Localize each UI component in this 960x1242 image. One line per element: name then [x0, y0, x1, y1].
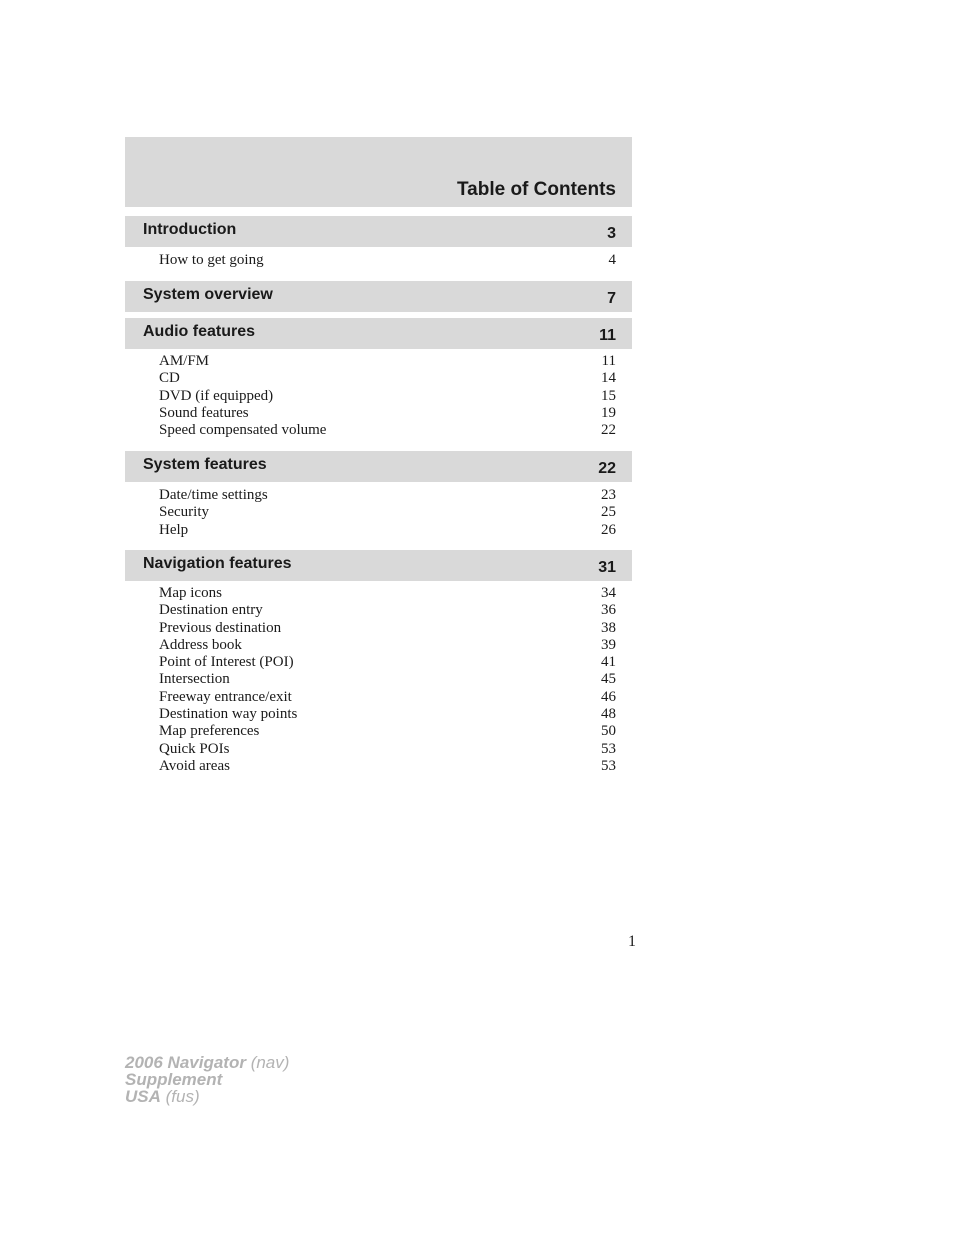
entry-page: 14	[601, 370, 616, 387]
entry-page: 19	[601, 404, 616, 421]
section-header-introduction[interactable]	[125, 216, 632, 247]
entry-page: 22	[601, 422, 616, 439]
section-title: Navigation features	[143, 555, 292, 572]
entries-navigation-features	[159, 585, 616, 775]
entry-page: 38	[601, 619, 616, 636]
footer-model: 2006 Navigator	[125, 1053, 246, 1072]
entry-label: Map icons	[159, 585, 222, 601]
toc-entry[interactable]	[159, 504, 616, 521]
toc-entry[interactable]	[159, 741, 616, 758]
entry-page: 46	[601, 688, 616, 705]
entry-label: Intersection	[159, 671, 230, 688]
document-footer	[125, 1054, 289, 1105]
footer-market-code: (fus)	[165, 1087, 200, 1106]
entry-page: 26	[601, 521, 616, 538]
entry-page: 41	[601, 654, 616, 671]
toc-entry[interactable]	[159, 654, 616, 671]
entry-page: 34	[601, 585, 616, 601]
entry-label: CD	[159, 370, 180, 387]
entry-label: How to get going	[159, 252, 264, 268]
entry-page: 39	[601, 636, 616, 653]
section-title: System features	[143, 456, 267, 473]
section-title: Audio features	[143, 323, 256, 340]
toc-entry[interactable]	[159, 422, 616, 439]
toc-entry[interactable]	[159, 388, 616, 405]
entry-page: 45	[601, 671, 616, 688]
toc-entry[interactable]	[159, 689, 616, 706]
entry-label: Previous destination	[159, 619, 282, 636]
footer-market: USA	[125, 1087, 161, 1106]
entry-label: Date/time settings	[159, 487, 268, 503]
entry-label: Map preferences	[159, 723, 260, 740]
entries-introduction	[159, 252, 616, 269]
toc-entry[interactable]	[159, 602, 616, 619]
section-page: 11	[599, 327, 616, 344]
entry-label: Freeway entrance/exit	[159, 688, 292, 705]
entry-page: 53	[601, 757, 616, 774]
section-page: 31	[598, 559, 616, 576]
section-title: System overview	[143, 286, 273, 303]
entry-label: Security	[159, 504, 209, 521]
toc-entry[interactable]	[159, 758, 616, 775]
toc-entry[interactable]	[159, 370, 616, 387]
entry-page: 15	[601, 387, 616, 404]
toc-entry[interactable]	[159, 585, 616, 602]
entries-audio-features	[159, 353, 616, 439]
section-header-navigation-features[interactable]	[125, 550, 632, 581]
section-header-audio-features[interactable]	[125, 318, 632, 349]
entry-page: 23	[601, 487, 616, 503]
entry-label: AM/FM	[159, 353, 210, 369]
toc-entry[interactable]	[159, 353, 616, 370]
entry-label: Help	[159, 521, 189, 538]
entry-label: DVD (if equipped)	[159, 387, 274, 404]
toc-banner	[125, 137, 632, 207]
toc-entry[interactable]	[159, 522, 616, 539]
entries-system-features	[159, 487, 616, 539]
toc-entry[interactable]	[159, 723, 616, 740]
entry-label: Speed compensated volume	[159, 422, 327, 439]
toc-entry[interactable]	[159, 405, 616, 422]
page-title: Table of Contents	[456, 179, 616, 200]
section-title: Introduction	[143, 221, 237, 238]
entry-page: 36	[601, 602, 616, 619]
toc-entry[interactable]	[159, 671, 616, 688]
section-page: 3	[607, 225, 616, 242]
entry-page: 4	[608, 252, 616, 268]
entry-page: 48	[601, 706, 616, 723]
entry-label: Quick POIs	[159, 740, 230, 757]
footer-line	[125, 1071, 289, 1088]
section-header-system-features[interactable]	[125, 451, 632, 482]
toc-entry[interactable]	[159, 706, 616, 723]
toc-entry[interactable]	[159, 252, 616, 269]
section-header-system-overview[interactable]	[125, 281, 632, 312]
entry-label: Address book	[159, 636, 242, 653]
entry-page: 50	[601, 723, 616, 740]
entry-label: Destination entry	[159, 602, 263, 619]
entry-label: Avoid areas	[159, 757, 230, 774]
footer-supplement: Supplement	[125, 1070, 223, 1089]
entry-label: Point of Interest (POI)	[159, 654, 294, 671]
page-number: 1	[628, 933, 636, 950]
entry-page: 53	[601, 740, 616, 757]
entry-label: Sound features	[159, 404, 249, 421]
entry-page: 25	[601, 504, 616, 521]
entry-page: 11	[601, 353, 616, 369]
section-page: 22	[598, 460, 616, 477]
section-page: 7	[607, 290, 616, 307]
toc-entry[interactable]	[159, 620, 616, 637]
footer-line	[125, 1088, 289, 1105]
footer-model-code: (nav)	[250, 1053, 290, 1072]
toc-entry[interactable]	[159, 637, 616, 654]
footer-line	[125, 1054, 289, 1071]
entry-label: Destination way points	[159, 706, 298, 723]
toc-entry[interactable]	[159, 487, 616, 504]
